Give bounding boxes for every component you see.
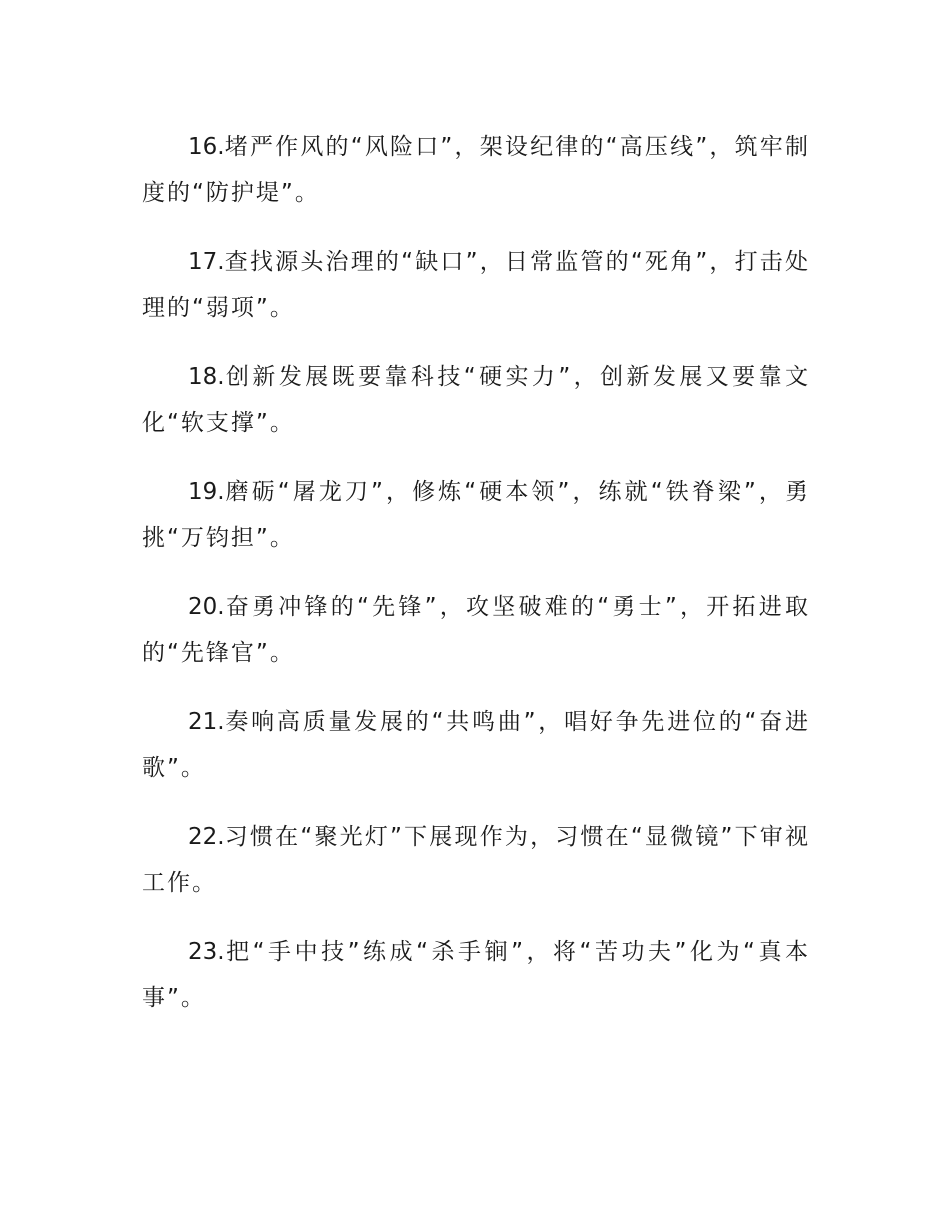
paragraph-text: 习惯在“聚光灯”下展现作为，习惯在“显微镜”下审视工作。 — [142, 824, 810, 896]
paragraph-22 — [142, 814, 810, 906]
paragraph-20 — [142, 584, 810, 676]
paragraph-number: 21. — [188, 709, 225, 735]
paragraph-text: 奋勇冲锋的“先锋”，攻坚破难的“勇士”，开拓进取的“先锋官”。 — [142, 594, 810, 666]
paragraph-number: 20. — [188, 594, 225, 620]
paragraph-17 — [142, 239, 810, 331]
paragraph-19 — [142, 469, 810, 561]
paragraph-number: 16. — [188, 134, 225, 160]
paragraph-21 — [142, 699, 810, 791]
paragraph-text: 磨砺“屠龙刀”，修炼“硬本领”，练就“铁脊梁”，勇挑“万钧担”。 — [142, 479, 810, 551]
paragraph-text: 把“手中技”练成“杀手锏”，将“苦功夫”化为“真本事”。 — [142, 939, 810, 1011]
paragraph-number: 18. — [188, 364, 225, 390]
document-body — [142, 124, 810, 1044]
paragraph-23 — [142, 929, 810, 1021]
paragraph-number: 19. — [188, 479, 225, 505]
paragraph-number: 23. — [188, 939, 225, 965]
paragraph-number: 17. — [188, 249, 225, 275]
paragraph-text: 堵严作风的“风险口”，架设纪律的“高压线”，筑牢制度的“防护堤”。 — [142, 134, 810, 206]
paragraph-text: 奏响高质量发展的“共鸣曲”，唱好争先进位的“奋进歌”。 — [142, 709, 810, 781]
paragraph-16 — [142, 124, 810, 216]
paragraph-18 — [142, 354, 810, 446]
paragraph-text: 查找源头治理的“缺口”，日常监管的“死角”，打击处理的“弱项”。 — [142, 249, 810, 321]
paragraph-text: 创新发展既要靠科技“硬实力”，创新发展又要靠文化“软支撑”。 — [142, 364, 810, 436]
paragraph-number: 22. — [188, 824, 225, 850]
